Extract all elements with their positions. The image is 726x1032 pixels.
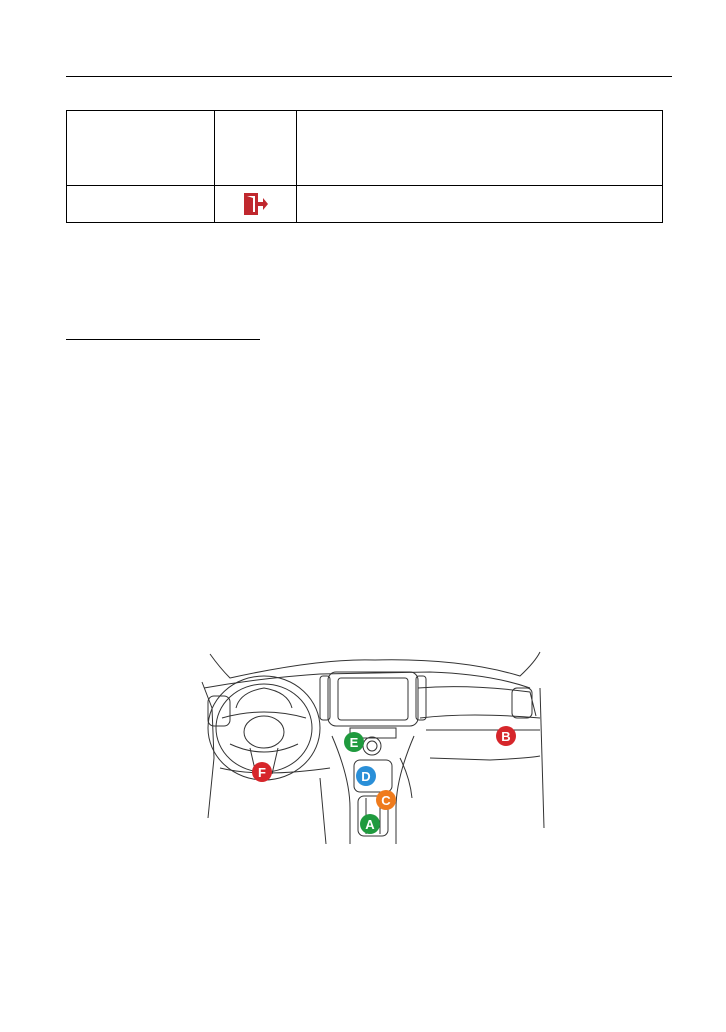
table-cell bbox=[67, 186, 215, 223]
section-title-underline bbox=[66, 339, 260, 340]
table-cell-icon bbox=[215, 186, 297, 223]
marker-label: B bbox=[501, 729, 511, 744]
marker-B bbox=[496, 726, 516, 746]
marker-C bbox=[376, 790, 396, 810]
exit-icon bbox=[243, 192, 269, 216]
header-rule bbox=[66, 76, 672, 77]
car-interior-drawing bbox=[200, 648, 550, 848]
dashboard-illustration bbox=[200, 648, 550, 848]
marker-F bbox=[252, 762, 272, 782]
table-cell bbox=[67, 111, 215, 186]
table-cell bbox=[297, 111, 663, 186]
marker-label: C bbox=[381, 793, 391, 808]
marker-label: F bbox=[258, 765, 266, 780]
marker-label: A bbox=[365, 817, 375, 832]
table-row bbox=[67, 186, 663, 223]
table-cell bbox=[215, 111, 297, 186]
marker-A bbox=[360, 814, 380, 834]
marker-E bbox=[344, 732, 364, 752]
icon-table bbox=[66, 110, 663, 223]
marker-label: E bbox=[349, 735, 359, 750]
marker-label: D bbox=[361, 769, 371, 784]
marker-D bbox=[356, 766, 376, 786]
table-row bbox=[67, 111, 663, 186]
table-cell bbox=[297, 186, 663, 223]
